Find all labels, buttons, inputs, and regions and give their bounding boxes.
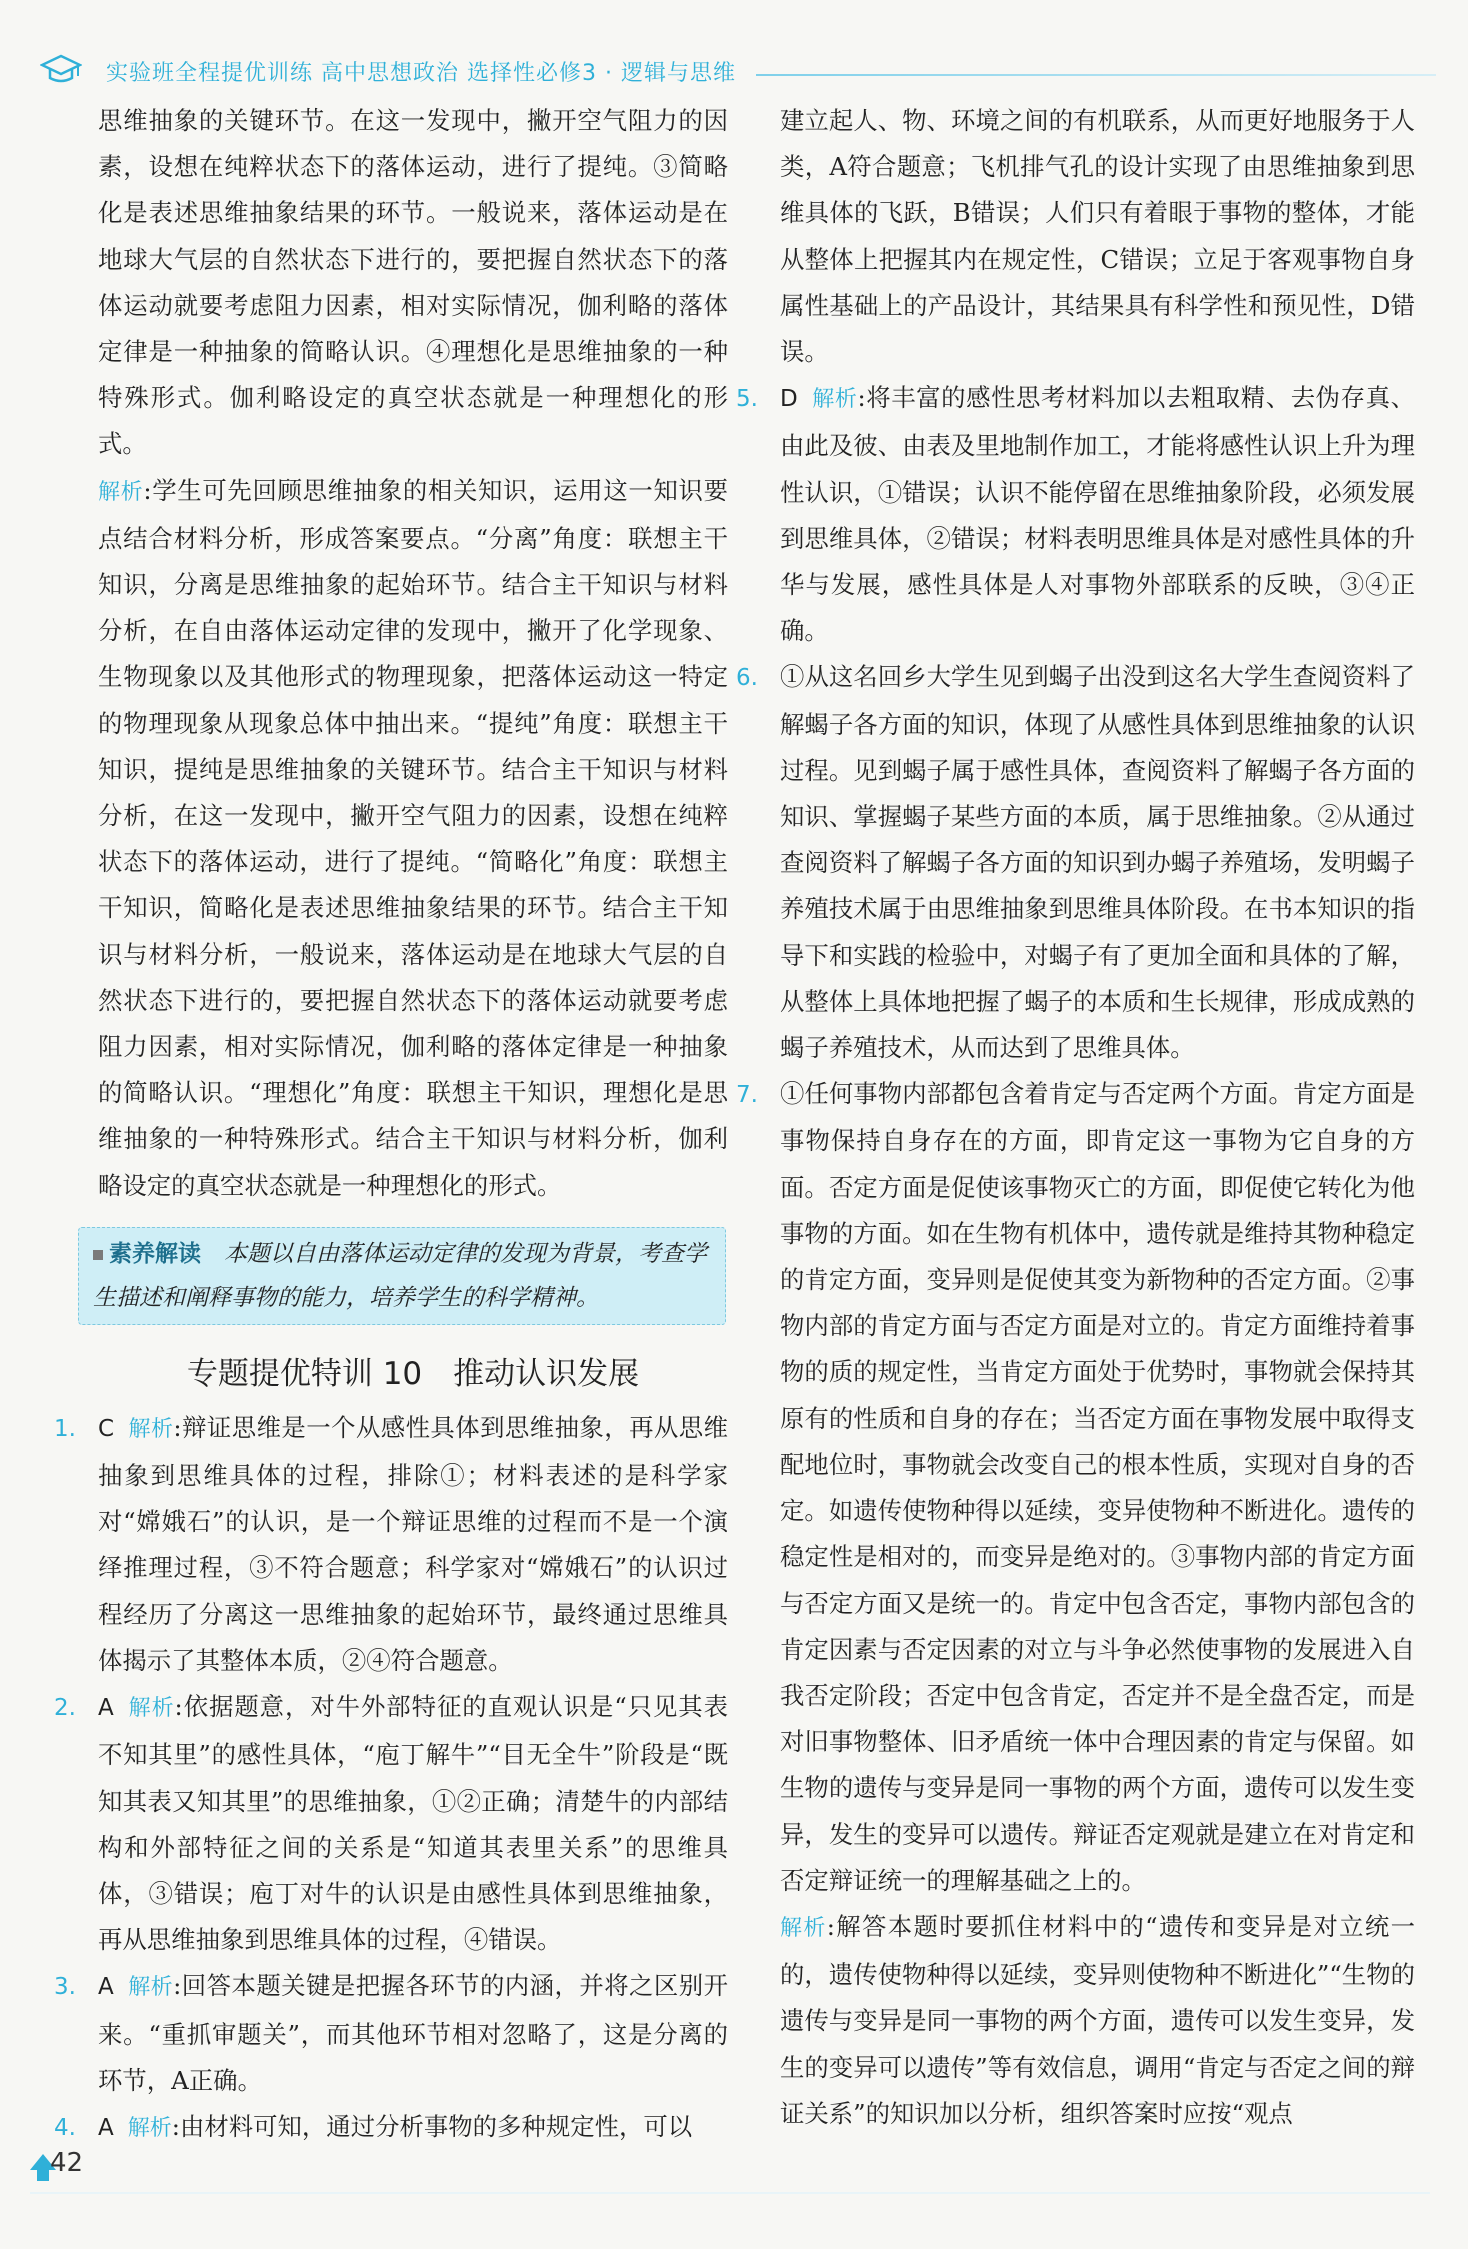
item7-analysis: 解析:解答本题时要抓住材料中的“遗传和变异是对立统一的，遗传使物种得以延续，变异则使物种不断进化”“生物的遗传与变异是同一事物的两个方面，遗传可以发生变异，发生的变异可以遗传”等有效信息，调用“肯定与否定之间的辩证关系”的知识加以分析，组织答案时应按“观点 xyxy=(780,1911,1415,2128)
literacy-tag: 素养解读 xyxy=(109,1240,201,1267)
graduation-cap-icon xyxy=(40,52,82,88)
intro-paragraph: 思维抽象的关键环节。在这一发现中，撇开空气阻力的因素，设想在纯粹状态下的落体运动，进行了提纯。③简略化是表述思维抽象结果的环节。一般说来，落体运动是在地球大气层的自然状态下进行的，要把握自然状态下的落体运动就要考虑阻力因素，相对实际情况，伽利略的落体定律是一种抽象的简略认识。④理想化是思维抽象的一种特殊形式。伽利略设定的真空状态就是一种理想化的形式。 xyxy=(98,106,728,459)
item7-analysis-label: 解析 xyxy=(780,1915,827,1941)
analysis-label: 解析 xyxy=(98,479,144,505)
answer-item-1: 1. C 解析:辩证思维是一个从感性具体到思维抽象，再从思维抽象到思维具体的过程，排除①；材料表述的是科学家对“嫦娥石”的认识，是一个辩证思维的过程而不是一个演绎推理过程，③不符合题意；科学家对“嫦娥石”的认识过程经历了分离这一思维抽象的起始环节，最终通过思维具体揭示了其整体本质，②④符合题意。 xyxy=(54,1412,728,1675)
answer-item-7: 7. ①任何事物内部都包含着肯定与否定两个方面。肯定方面是事物保持自身存在的方面，即肯定这一事物为它自身的方面。否定方面是促使该事物灭亡的方面，即促使它转化为他事物的方面。如在生物有机体中，遗传就是维持其物种稳定的肯定方面，变异则是促使其变为新物种的否定方面。②事物内部的肯定方面与否定方面是对立的。肯定方面维持着事物的质的规定性，当肯定方面处于优势时，事物就会保持其原有的性质和自身的存在；当否定方面在事物发展中取得支配地位时，事物就会改变自己的根本性质，实现对自身的否定。如遗传使物种得以延续，变异使物种不断进化。遗传的稳定性是相对的，而变异是绝对的。③事物内部的肯定方面与否定方面又是统一的。肯定中包含否定，事物内部包含的肯定因素与否定因素的对立与斗争必然使事物的发展进入自我否定阶段；否定中包含肯定，否定并不是全盘否定，而是对旧事物整体、旧矛盾统一体中合理因素的肯定与保留。如生物的遗传与变异是同一事物的两个方面，遗传可以发生变异，发生的变异可以遗传。辩证否定观就是建立在对肯定和否定辩证统一的理解基础之上的。 xyxy=(736,1079,1415,1895)
right-column xyxy=(736,98,1415,2137)
literacy-box xyxy=(78,1227,726,1325)
answer-item-2: 2. A 解析:依据题意，对牛外部特征的直观认识是“只见其表不知其里”的感性具体，“庖丁解牛”“目无全牛”阶段是“既知其表又知其里”的思维抽象，①②正确；清楚牛的内部结构和外部特征之间的关系是“知道其表里关系”的思维具体，③错误；庖丁对牛的认识是由感性具体到思维抽象，再从思维抽象到思维具体的过程，④错误。 xyxy=(54,1692,728,1955)
page-header xyxy=(40,50,1450,90)
page-number xyxy=(30,2148,94,2188)
footer-rule xyxy=(30,2192,1430,2194)
literacy-text: 本题以自由落体运动定律的发现为背景，考查学生描述和阐释事物的能力，培养学生的科学精神。 xyxy=(93,1240,707,1311)
item4-continued: 建立起人、物、环境之间的有机联系，从而更好地服务于人类，A符合题意；飞机排气孔的设计实现了由思维抽象到思维具体的飞跃，B错误；人们只有着眼于事物的整体，才能从整体上把握其内在规定性，C错误；立足于客观事物自身属性基础上的产品设计，其结果具有科学性和预见性，D错误。 xyxy=(780,106,1415,367)
page-number-text: 42 xyxy=(50,2148,84,2178)
answer-item-6: 6. ①从这名回乡大学生见到蝎子出没到这名大学生查阅资料了解蝎子各方面的知识，体现了从感性具体到思维抽象的认识过程。见到蝎子属于感性具体，查阅资料了解蝎子各方面的知识、掌握蝎子某些方面的本质，属于思维抽象。②从通过查阅资料了解蝎子各方面的知识到办蝎子养殖场，发明蝎子养殖技术属于由思维抽象到思维具体阶段。在书本知识的指导下和实践的检验中，对蝎子有了更加全面和具体的了解，从整体上具体地把握了蝎子的本质和生长规律，形成成熟的蝎子养殖技术，从而达到了思维具体。 xyxy=(736,662,1415,1063)
answer-item-4: 4. A 解析:由材料可知，通过分析事物的多种规定性，可以 xyxy=(54,2111,693,2141)
section-title: 专题提优特训 10 推动认识发展 xyxy=(186,1355,640,1392)
answer-item-3: 3. A 解析:回答本题关键是把握各环节的内涵，并将之区别开来。“重抓审题关”，而其他环节相对忽略了，这是分离的环节，A正确。 xyxy=(54,1971,728,2095)
header-rule xyxy=(756,74,1436,76)
square-bullet-icon xyxy=(93,1250,103,1260)
analysis-paragraph xyxy=(98,468,728,1209)
header-title: 实验班全程提优训练 高中思想政治 选择性必修3 · 逻辑与思维 xyxy=(106,61,736,86)
left-column xyxy=(54,98,728,2152)
answer-item-5: 5. D 解析:将丰富的感性思考材料加以去粗取精、去伪存真、由此及彼、由表及里地制作加工，才能将感性认识上升为理性认识，①错误；认识不能停留在思维抽象阶段，必须发展到思维具体，②错误；材料表明思维具体是对感性具体的升华与发展，感性具体是人对事物外部联系的反映，③④正确。 xyxy=(736,383,1415,646)
analysis-text: :学生可先回顾思维抽象的相关知识，运用这一知识要点结合材料分析，形成答案要点。“分离”角度：联想主干知识，分离是思维抽象的起始环节。结合主干知识与材料分析，在自由落体运动定律的发现中，撇开了化学现象、生物现象以及其他形式的物理现象，把落体运动这一特定的物理现象从现象总体中抽出来。“提纯”角度：联想主干知识，提纯是思维抽象的关键环节。结合主干知识与材料分析，在这一发现中，撇开空气阻力的因素，设想在纯粹状态下的落体运动，进行了提纯。“简略化”角度：联想主干知识，简略化是表述思维抽象结果的环节。结合主干知识与材料分析，一般说来，落体运动是在地球大气层的自然状态下进行的，要把握自然状态下的落体运动就要考虑阻力因素，相对实际情况，伽利略的落体定律是一种抽象的简略认识。“理想化”角度：联想主干知识，理想化是思维抽象的一种特殊形式。结合主干知识与材料分析，伽利略设定的真空状态就是一种理想化的形式。 xyxy=(98,475,728,1200)
